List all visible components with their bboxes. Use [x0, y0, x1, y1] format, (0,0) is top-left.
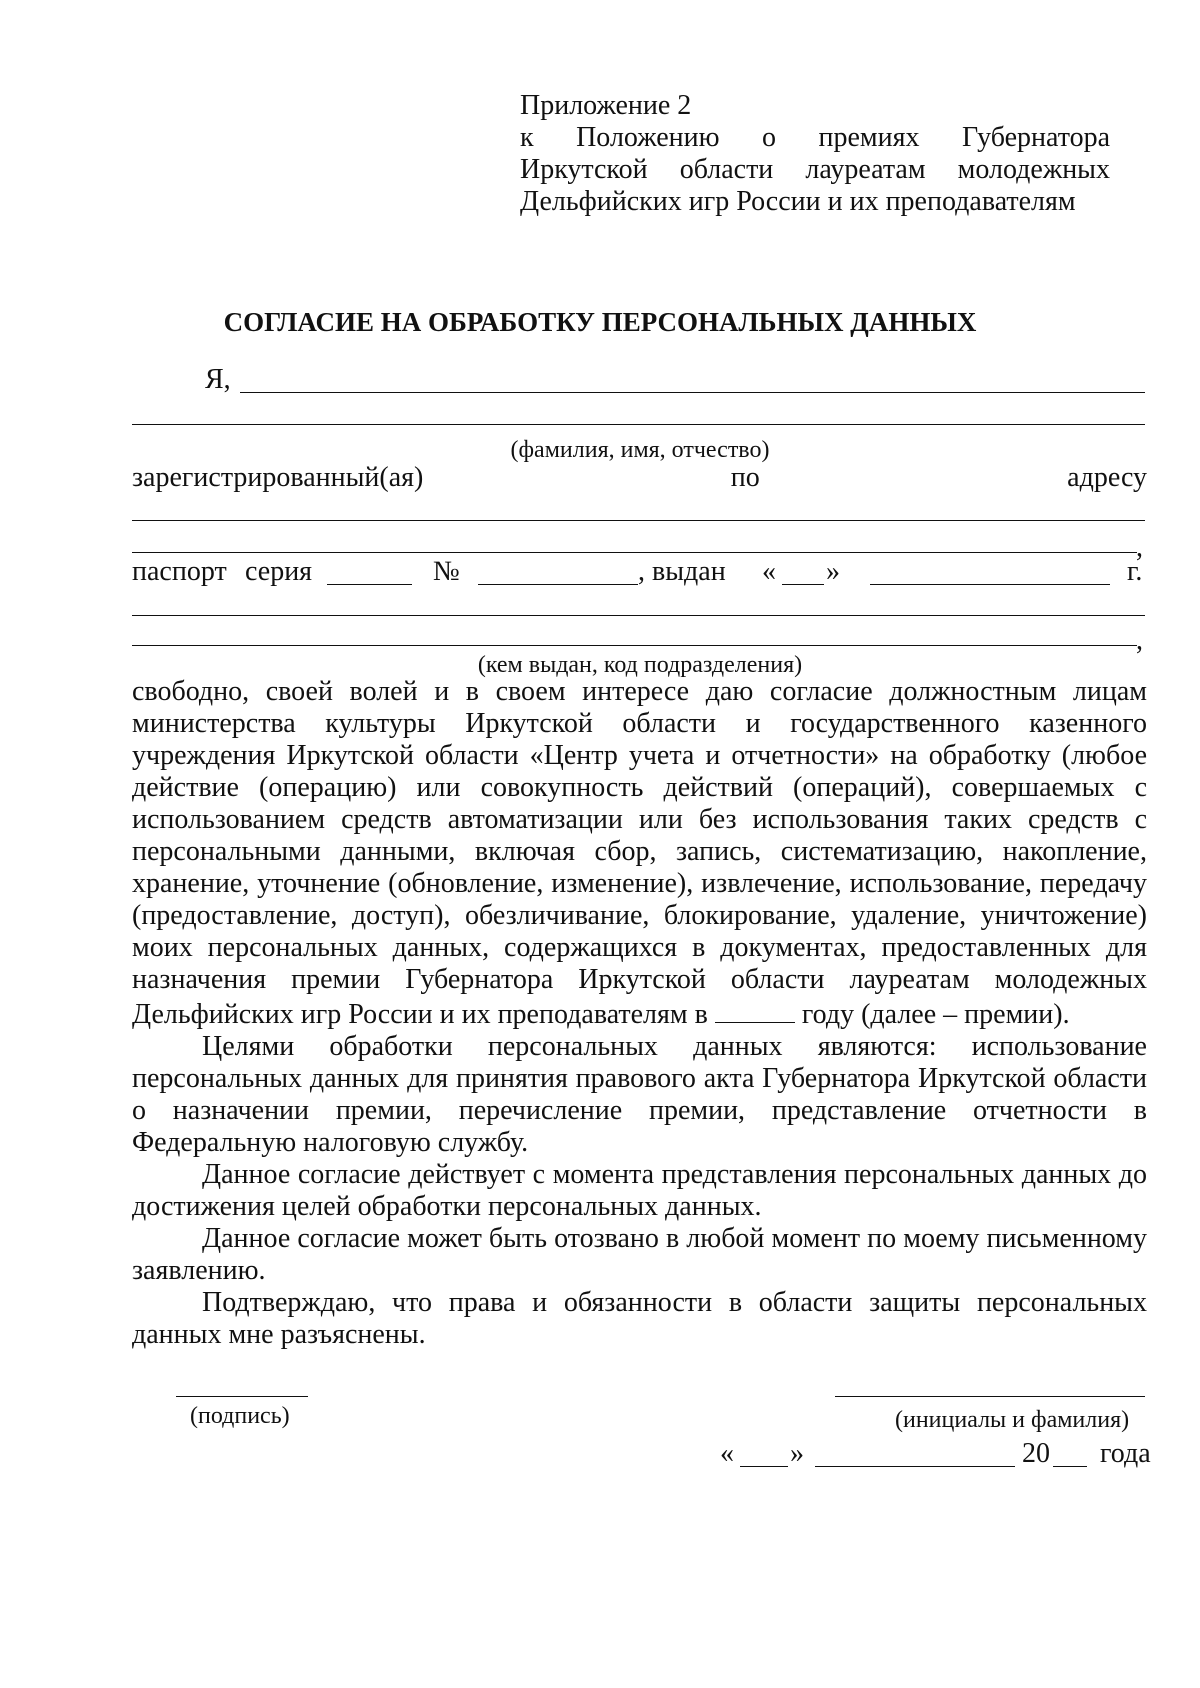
- appendix-line-3: Иркутской области лауреатам молодежных: [520, 154, 1110, 185]
- address-row: [132, 462, 1147, 494]
- consent-body: [132, 676, 1147, 1351]
- date-year-word: года: [1100, 1438, 1151, 1469]
- appendix-line-2: к Положению о премиях Губернатора: [520, 122, 1110, 153]
- issued-by-line-2[interactable]: [132, 645, 1137, 646]
- issued-label: , выдан: [638, 556, 726, 587]
- date-quote-close: »: [790, 1438, 804, 1469]
- paragraph-1: [132, 676, 1147, 1031]
- date-year-field[interactable]: [1053, 1466, 1087, 1467]
- issued-month-year-field[interactable]: [870, 584, 1110, 585]
- issued-year-suffix: г.: [1127, 556, 1143, 587]
- by-label: по: [730, 462, 760, 493]
- document-title: СОГЛАСИЕ НА ОБРАБОТКУ ПЕРСОНАЛЬНЫХ ДАННЫХ: [223, 307, 977, 337]
- number-field[interactable]: [478, 584, 638, 585]
- series-label: серия: [245, 556, 313, 587]
- date-quote-open: «: [720, 1438, 734, 1469]
- year-field[interactable]: [715, 996, 795, 1023]
- date-day-field[interactable]: [740, 1466, 788, 1467]
- paragraph-5: Подтверждаю, что права и обязанности в области защиты персональных данных мне разъяснены.: [132, 1287, 1147, 1350]
- series-field[interactable]: [327, 584, 412, 585]
- signature-caption: (подпись): [190, 1403, 290, 1429]
- paragraph-2: Целями обработки персональных данных являются: использование персональных данных для принятия правового акта Губернатора Иркутской области о назначении премии, перечисление премии, представление отчетности в Федеральную налоговую службу.: [132, 1031, 1147, 1158]
- date-year-prefix: 20: [1022, 1438, 1050, 1469]
- issued-day-quote-close: »: [826, 556, 840, 587]
- appendix-line-1: Приложение 2: [520, 90, 692, 121]
- fio-caption: (фамилия, имя, отчество): [510, 437, 770, 463]
- appendix-line-4: Дельфийских игр России и их преподавателям: [520, 186, 1076, 217]
- paragraph-3: Данное согласие действует с момента представления персональных данных до достижения целей обработки персональных данных.: [132, 1159, 1147, 1222]
- i-label: Я,: [205, 364, 231, 395]
- passport-label: паспорт: [132, 556, 227, 587]
- signature-line[interactable]: [176, 1396, 308, 1397]
- issued-by-caption: (кем выдан, код подразделения): [477, 652, 803, 678]
- address-label: адресу: [1067, 462, 1147, 493]
- issued-by-line-1[interactable]: [132, 615, 1145, 616]
- address-line-1[interactable]: [132, 520, 1145, 521]
- issued-by-comma: ,: [1136, 625, 1143, 656]
- number-label: №: [433, 556, 460, 587]
- fio-line-2[interactable]: [132, 424, 1145, 425]
- issued-day-quote-open: «: [762, 556, 776, 587]
- issued-day-field[interactable]: [782, 584, 824, 585]
- address-line-2[interactable]: [132, 552, 1137, 553]
- appendix-block: [520, 90, 1110, 218]
- paragraph-1-end: году (далее – премии).: [801, 999, 1070, 1030]
- registered-label: зарегистрированный(ая): [132, 462, 424, 493]
- name-caption: (инициалы и фамилия): [895, 1407, 1130, 1433]
- date-month-field[interactable]: [815, 1466, 1015, 1467]
- address-comma: ,: [1136, 532, 1143, 563]
- paragraph-1-text: свободно, своей волей и в своем интересе даю согласие должностным лицам министерства культуры Иркутской области и государственного казенного учреждения Иркутской области «Центр учета и отчетности» на обработку (любое действие (операцию) или совокупность действий (операций), совершаемых с использованием средств автоматизации или без использования таких средств с персональными данными, включая сбор, запись, систематизацию, накопление, хранение, уточнение (обновление, изменение), извлечение, использование, передачу (предоставление, доступ), обезличивание, блокирование, удаление, уничтожение) моих персональных данных, содержащихся в документах, предоставленных для назначения премии Губернатора Иркутской области лауреатам молодежных Дельфийских игр России и их преподавателям в: [132, 676, 1147, 1030]
- paragraph-4: Данное согласие может быть отозвано в любой момент по моему письменному заявлению.: [132, 1223, 1147, 1286]
- fio-line-1[interactable]: [240, 392, 1145, 393]
- name-line[interactable]: [835, 1396, 1145, 1397]
